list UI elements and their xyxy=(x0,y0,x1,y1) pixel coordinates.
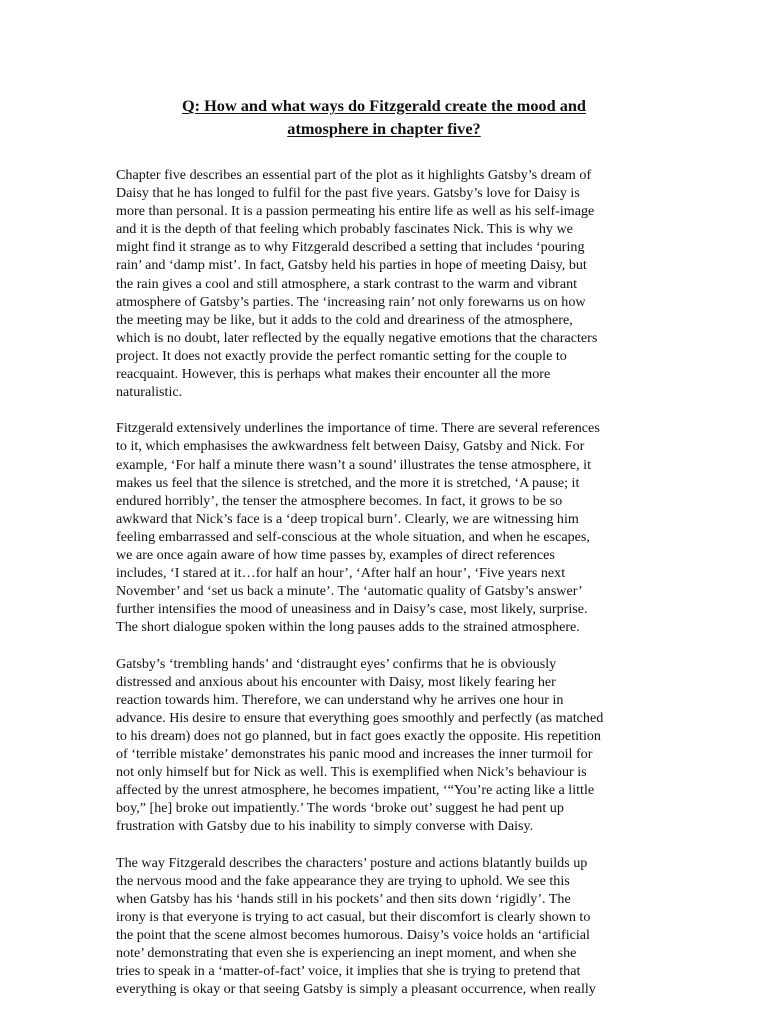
text-line: example, ‘For half a minute there wasn’t a sound’ illustrates the tense atmosphere, it xyxy=(116,456,592,473)
text-line: when Gatsby has his ‘hands still in his pockets’ and then sits down ‘rigidly’. The xyxy=(116,890,571,907)
document-title xyxy=(100,94,668,140)
text-line: the meeting may be like, but it adds to the cold and dreariness of the atmosphere, xyxy=(116,311,573,328)
text-line: might find it strange as to why Fitzgerald described a setting that includes ‘pouring xyxy=(116,239,585,256)
text-line: feeling embarrassed and self-conscious at the whole situation, and when he escapes, xyxy=(116,528,590,545)
text-line: Gatsby’s ‘trembling hands’ and ‘distraught eyes’ confirms that he is obviously xyxy=(116,655,557,672)
document-body xyxy=(116,166,656,1016)
text-line: to it, which emphasises the awkwardness felt between Daisy, Gatsby and Nick. For xyxy=(116,438,585,455)
text-line: November’ and ‘set us back a minute’. The ‘automatic quality of Gatsby’s answer’ xyxy=(116,583,583,600)
paragraph-posture xyxy=(116,854,656,999)
text-line: we are once again aware of how time passes by, examples of direct references xyxy=(116,546,555,563)
text-line: the point that the scene almost becomes humorous. Daisy’s voice holds an ‘artificial xyxy=(116,926,590,943)
text-line: more than personal. It is a passion permeating his entire life as well as his self-image xyxy=(116,203,595,220)
text-line: Fitzgerald extensively underlines the importance of time. There are several references xyxy=(116,420,600,437)
paragraph-rain-setting xyxy=(116,166,656,401)
text-line: the nervous mood and the fake appearance they are trying to uphold. We see this xyxy=(116,872,570,889)
text-line: endured horribly’, the tenser the atmosphere becomes. In fact, it grows to be so xyxy=(116,492,563,509)
text-line: which is no doubt, later reflected by the equally negative emotions that the characters xyxy=(116,329,598,346)
text-line: reacquaint. However, this is perhaps what makes their encounter all the more xyxy=(116,366,551,383)
text-line: further intensifies the mood of uneasiness and in Daisy’s case, most likely, surprise. xyxy=(116,601,588,618)
paragraph-gatsby-anxiety xyxy=(116,655,656,836)
text-line: awkward that Nick’s face is a ‘deep tropical burn’. Clearly, we are witnessing him xyxy=(116,510,579,527)
text-line: boy,” [he] broke out impatiently.’ The words ‘broke out’ suggest he had pent up xyxy=(116,800,564,817)
text-line: includes, ‘I stared at it…for half an hour’, ‘After half an hour’, ‘Five years next xyxy=(116,565,566,582)
text-line: of ‘terrible mistake’ demonstrates his panic mood and increases the inner turmoil for xyxy=(116,746,593,762)
text-line: note’ demonstrating that even she is experiencing an inept moment, and when she xyxy=(116,945,577,962)
text-line: distressed and anxious about his encounter with Daisy, most likely fearing her xyxy=(116,673,556,690)
text-line: The way Fitzgerald describes the characters’ posture and actions blatantly builds up xyxy=(116,854,588,871)
text-line: makes us feel that the silence is stretched, and the more it is stretched, ‘A pause; it xyxy=(116,474,580,491)
text-line: rain’ and ‘damp mist’. In fact, Gatsby held his parties in hope of meeting Daisy, but xyxy=(116,257,587,274)
text-line: not only himself but for Nick as well. This is exemplified when Nick’s behaviour is xyxy=(116,764,587,781)
text-line: naturalistic. xyxy=(116,384,183,401)
text-line: Daisy that he has longed to fulfil for the past five years. Gatsby’s love for Daisy is xyxy=(116,185,580,202)
text-line: project. It does not exactly provide the perfect romantic setting for the couple to xyxy=(116,347,567,364)
text-line: reaction towards him. Therefore, we can understand why he arrives one hour in xyxy=(116,691,564,708)
text-line: advance. His desire to ensure that everything goes smoothly and perfectly (as matched xyxy=(116,709,604,726)
text-line: affected by the unrest atmosphere, he becomes impatient, ‘“You’re acting like a little xyxy=(116,782,595,799)
text-line: everything is okay or that seeing Gatsby is simply a pleasant occurrence, when really xyxy=(116,981,596,998)
title-line: atmosphere in chapter five? xyxy=(287,119,481,138)
title-line: Q: How and what ways do Fitzgerald create the mood and xyxy=(181,96,586,115)
text-line: irony is that everyone is trying to act casual, but their discomfort is clearly shown to xyxy=(116,908,591,925)
paragraph-time xyxy=(116,419,656,636)
text-line: and it is the depth of that feeling which probably fascinates Nick. This is why we xyxy=(116,221,573,238)
text-line: The short dialogue spoken within the long pauses adds to the strained atmosphere. xyxy=(116,619,580,636)
text-line: the rain gives a cool and still atmosphere, a stark contrast to the warm and vibrant xyxy=(116,275,578,292)
text-line: to his dream) does not go planned, but in fact goes exactly the opposite. His repetition xyxy=(116,727,601,744)
text-line: tries to speak in a ‘matter-of-fact’ voice, it implies that she is trying to pretend that xyxy=(116,963,581,980)
text-line: atmosphere of Gatsby’s parties. The ‘increasing rain’ not only forewarns us on how xyxy=(116,293,586,310)
text-line: Chapter five describes an essential part of the plot as it highlights Gatsby’s dream of xyxy=(116,167,592,183)
text-line: frustration with Gatsby due to his inability to simply converse with Daisy. xyxy=(116,818,534,835)
